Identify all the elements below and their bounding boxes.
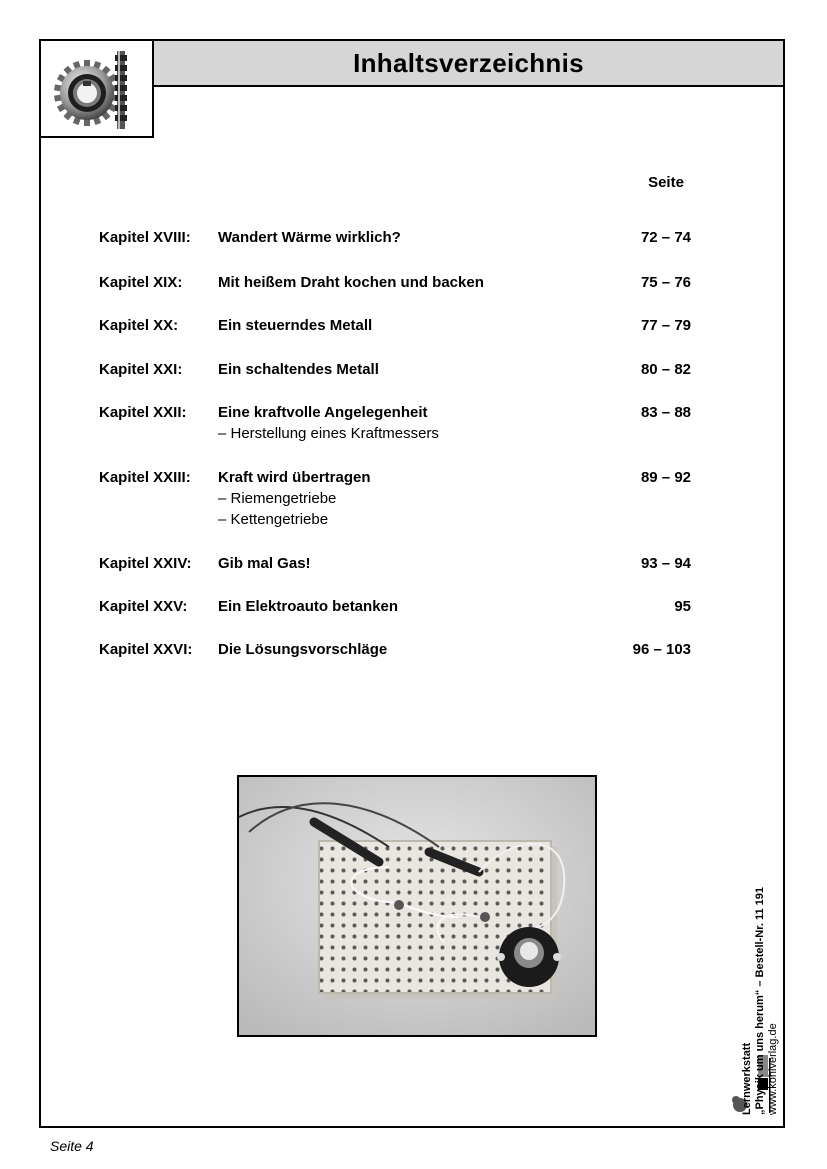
page-title: Inhaltsverzeichnis <box>353 47 584 78</box>
chapter-label: Kapitel XXVI: <box>99 641 193 658</box>
side-publisher-info <box>741 887 780 1115</box>
chapter-label: Kapitel XIX: <box>99 274 183 291</box>
chapter-title: Ein schaltendes Metall <box>218 361 379 378</box>
side-website: www.kohlverlag.de <box>767 1023 779 1115</box>
chapter-label: Kapitel XXV: <box>99 598 188 615</box>
chapter-pages: 83 – 88 <box>640 404 691 421</box>
gear-worm-drive-icon <box>51 49 146 131</box>
chapter-label: Kapitel XXIV: <box>99 555 192 572</box>
chapter-label: Kapitel XVIII: <box>99 229 191 246</box>
chapter-title: Gib mal Gas! <box>218 555 311 572</box>
title-bar <box>152 39 785 87</box>
chapter-pages: 93 – 94 <box>640 555 691 572</box>
chapter-label: Kapitel XXI: <box>99 361 183 378</box>
chapter-pages: 95 <box>674 598 691 615</box>
chapter-title: Mit heißem Draht kochen und backen <box>218 274 484 291</box>
chapter-title: Wandert Wärme wirklich? <box>218 229 401 246</box>
chapter-label: Kapitel XXIII: <box>99 469 191 486</box>
chapter-pages: 72 – 74 <box>640 229 691 246</box>
chapter-subitem: – Herstellung eines Kraftmessers <box>218 425 439 442</box>
chapter-label: Kapitel XXII: <box>99 404 187 421</box>
footer-page-number: Seite 4 <box>50 1138 94 1154</box>
circuit-board-photo-icon <box>239 777 595 1035</box>
chapter-subitem: – Kettengetriebe <box>218 511 329 528</box>
seite-column-header: Seite <box>648 174 684 191</box>
chapter-pages: 89 – 92 <box>640 469 691 486</box>
chapter-pages: 75 – 76 <box>640 274 691 291</box>
chapter-title: Ein steuerndes Metall <box>218 317 373 334</box>
chapter-title: Eine kraftvolle Angelegenheit <box>218 404 428 421</box>
chapter-title: Ein Elektroauto betanken <box>218 598 399 615</box>
chapter-pages: 77 – 79 <box>640 317 691 334</box>
circuit-board-photo <box>237 775 597 1037</box>
chapter-label: Kapitel XX: <box>99 317 179 334</box>
chapter-subitem: – Riemengetriebe <box>218 490 337 507</box>
chapter-title: Die Lösungsvorschläge <box>218 641 388 658</box>
side-series-name: Lernwerkstatt <box>741 1042 753 1115</box>
logo-box <box>39 39 154 138</box>
chapter-pages: 80 – 82 <box>640 361 691 378</box>
chapter-pages: 96 – 103 <box>632 641 691 658</box>
chapter-title: Kraft wird übertragen <box>218 469 371 486</box>
side-order-number: „Physik um uns herum“ – Bestell-Nr. 11 191 <box>754 886 766 1115</box>
